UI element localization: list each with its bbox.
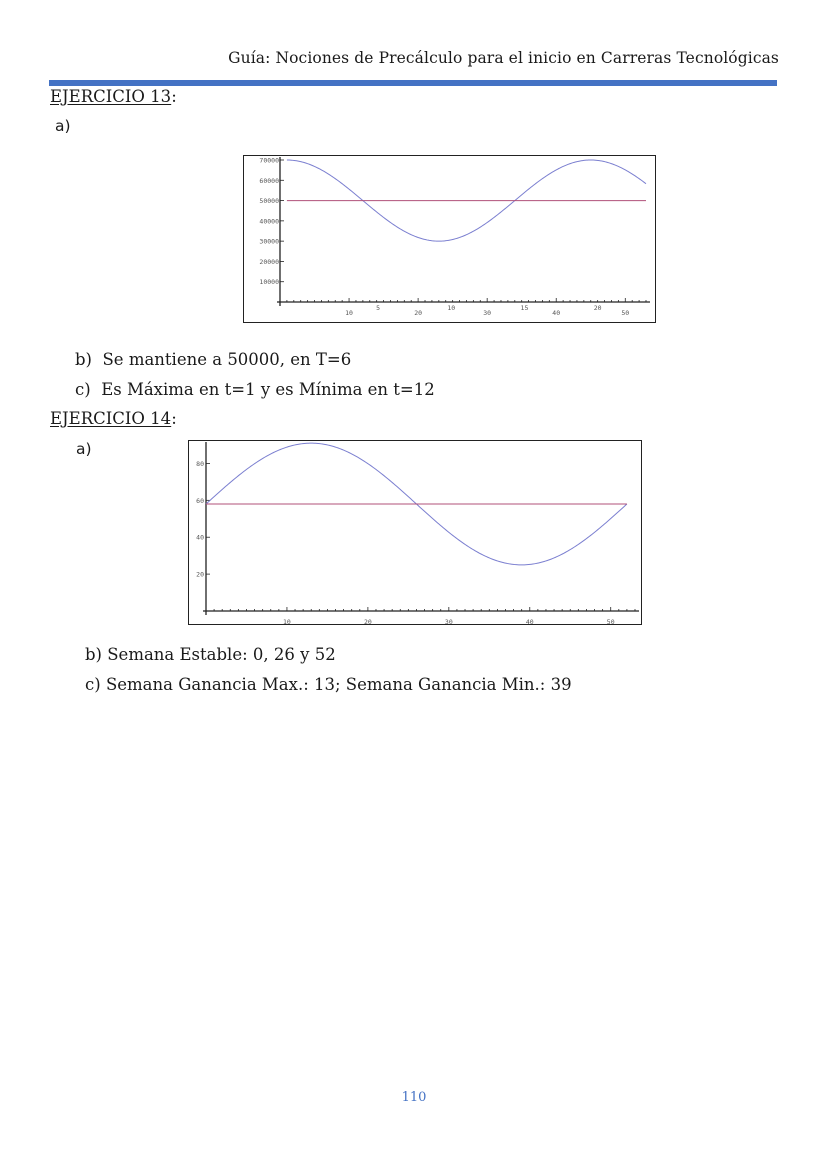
exercise-14-title-text: EJERCICIO 14 bbox=[50, 409, 172, 428]
exercise-14-chart-svg bbox=[189, 441, 643, 626]
exercise-14-part-c-label: c) bbox=[85, 675, 101, 694]
ex14-x-tick-label: 40 bbox=[525, 618, 534, 626]
ex13-y-tick-label: 30000 bbox=[259, 237, 279, 246]
ex13-y-tick-label: 50000 bbox=[259, 197, 279, 206]
exercise-13-chart bbox=[243, 155, 656, 323]
exercise-14-colon: : bbox=[171, 409, 177, 428]
exercise-13-chart-svg bbox=[244, 156, 657, 324]
page-header-title: Guía: Nociones de Precálculo para el inicio en Carreras Tecnológicas bbox=[228, 49, 779, 67]
exercise-14-title bbox=[50, 409, 177, 428]
ex13-x-tick-label: 20 bbox=[414, 309, 423, 317]
page-number: 110 bbox=[401, 1090, 427, 1105]
ex14-x-tick-label: 50 bbox=[606, 618, 615, 626]
exercise-14-part-c-text: Semana Ganancia Max.: 13; Semana Ganancia Min.: 39 bbox=[105, 675, 572, 694]
ex13-y-tick-label: 60000 bbox=[259, 176, 279, 185]
ex13-y-tick-label: 40000 bbox=[259, 217, 279, 226]
exercise-13-part-b-text: Se mantiene a 50000, en T=6 bbox=[102, 350, 352, 369]
ex13-x-secondary-tick-label: 5 bbox=[376, 304, 381, 312]
exercise-14-part-b-text: Semana Estable: 0, 26 y 52 bbox=[107, 645, 336, 664]
ex13-y-tick-label: 70000 bbox=[259, 156, 279, 165]
exercise-14-part-b bbox=[85, 645, 336, 664]
ex13-x-tick-label: 10 bbox=[345, 309, 353, 317]
exercise-14-part-a-label: a) bbox=[76, 440, 92, 458]
ex13-y-tick-label: 20000 bbox=[259, 257, 279, 266]
header-rule bbox=[49, 80, 777, 86]
ex14-x-tick-label: 20 bbox=[363, 618, 372, 626]
ex13-y-tick-label: 10000 bbox=[259, 278, 279, 287]
exercise-13-part-b-label: b) bbox=[75, 350, 92, 369]
exercise-13-part-c-label: c) bbox=[75, 380, 91, 399]
ex13-x-secondary-tick-label: 20 bbox=[593, 304, 602, 312]
ex14-y-tick-label: 20 bbox=[196, 570, 204, 579]
ex13-x-secondary-tick-label: 15 bbox=[520, 304, 529, 312]
ex13-x-tick-label: 50 bbox=[621, 309, 630, 317]
exercise-13-part-c bbox=[75, 380, 435, 399]
ex13-x-secondary-tick-label: 10 bbox=[447, 304, 456, 312]
ex14-x-tick-label: 30 bbox=[444, 618, 453, 626]
exercise-13-part-c-text: Es Máxima en t=1 y es Mínima en t=12 bbox=[101, 380, 435, 399]
exercise-13-title bbox=[50, 87, 177, 106]
exercise-13-part-b bbox=[75, 350, 351, 369]
ex13-x-tick-label: 40 bbox=[552, 309, 561, 317]
ex14-y-tick-label: 80 bbox=[196, 459, 204, 468]
exercise-14-part-c bbox=[85, 675, 572, 694]
exercise-14-chart bbox=[188, 440, 642, 625]
exercise-14-part-b-label: b) bbox=[85, 645, 102, 664]
exercise-13-colon: : bbox=[171, 87, 177, 106]
ex13-x-tick-label: 30 bbox=[483, 309, 492, 317]
ex14-x-tick-label: 10 bbox=[283, 618, 291, 626]
ex14-y-tick-label: 60 bbox=[196, 496, 204, 505]
exercise-13-title-text: EJERCICIO 13 bbox=[50, 87, 172, 106]
exercise-13-part-a-label: a) bbox=[55, 117, 71, 135]
ex14-y-tick-label: 40 bbox=[196, 533, 204, 542]
